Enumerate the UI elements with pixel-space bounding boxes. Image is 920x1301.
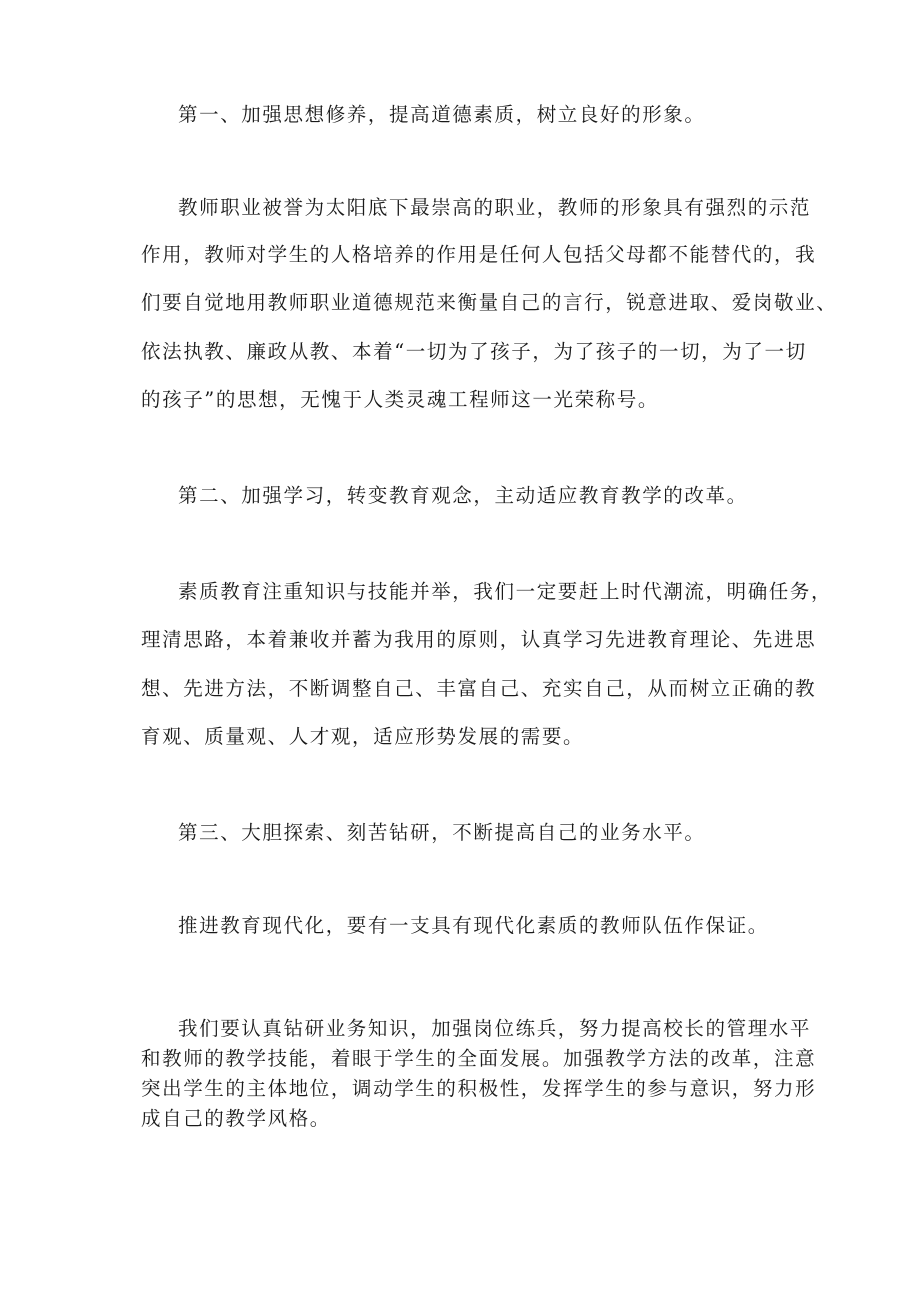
paragraph-2-line-2: 理清思路，本着兼收并蓄为我用的原则，认真学习先进教育理论、先进思 bbox=[141, 628, 817, 651]
paragraph-2-line-1: 素质教育注重知识与技能并举，我们一定要赶上时代潮流，明确任务， bbox=[178, 580, 833, 603]
paragraph-3: 推进教育现代化，要有一支具有现代化素质的教师队伍作保证。 bbox=[178, 914, 769, 937]
paragraph-4-line-4: 成自己的教学风格。 bbox=[141, 1107, 331, 1130]
paragraph-4-line-1: 我们要认真钻研业务知识，加强岗位练兵，努力提高校长的管理水平 bbox=[178, 1017, 812, 1040]
paragraph-1-line-2: 作用，教师对学生的人格培养的作用是任何人包括父母都不能替代的，我 bbox=[141, 243, 817, 266]
section-heading-2: 第二、加强学习，转变教育观念，主动适应教育教学的改革。 bbox=[178, 484, 748, 507]
paragraph-4-line-2: 和教师的教学技能，着眼于学生的全面发展。加强教学方法的改革，注意 bbox=[141, 1047, 817, 1070]
paragraph-2-line-4: 育观、质量观、人才观，适应形势发展的需要。 bbox=[141, 725, 585, 748]
paragraph-4-line-3: 突出学生的主体地位，调动学生的积极性，发挥学生的参与意识，努力形 bbox=[141, 1077, 817, 1100]
paragraph-1-line-3: 们要自觉地用教师职业道德规范来衡量自己的言行，锐意进取、爱岗敬业、 bbox=[141, 291, 838, 314]
section-heading-3: 第三、大胆探索、刻苦钻研，不断提高自己的业务水平。 bbox=[178, 821, 706, 844]
section-heading-1: 第一、加强思想修养，提高道德素质，树立良好的形象。 bbox=[178, 103, 706, 126]
paragraph-1-line-4: 依法执教、廉政从教、本着“一切为了孩子，为了孩子的一切，为了一切 bbox=[141, 340, 807, 363]
paragraph-1-line-1: 教师职业被誉为太阳底下最崇高的职业，教师的形象具有强烈的示范 bbox=[178, 196, 812, 219]
paragraph-2-line-3: 想、先进方法，不断调整自己、丰富自己、充实自己，从而树立正确的教 bbox=[141, 677, 817, 700]
paragraph-1-line-5: 的孩子”的思想，无愧于人类灵魂工程师这一光荣称号。 bbox=[141, 388, 659, 411]
